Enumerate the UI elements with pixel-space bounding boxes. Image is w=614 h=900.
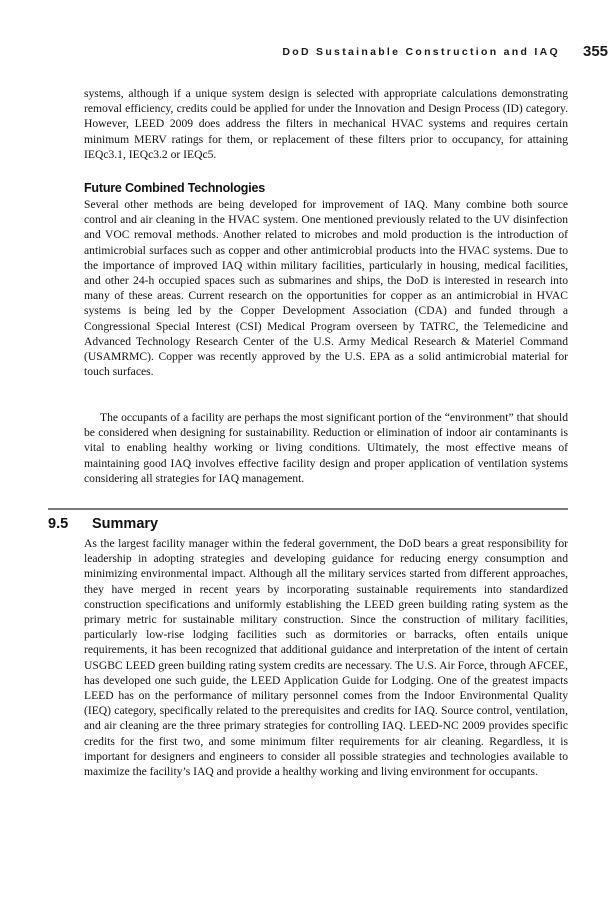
occupants-paragraph: The occupants of a facility are perhaps the most significant portion of the “environment” that should be considered when designing for sustainability. Reduction or elimination of indoor air contaminants is vital to enabling healthy working or living conditions. Ultimately, the most effective means of maintaining good IAQ involves effective facility design and proper application of ventilation systems considering all strategies for IAQ management. [84, 411, 568, 485]
section-number: 9.5 [48, 516, 69, 532]
future-technologies-paragraph: Several other methods are being developed for improvement of IAQ. Many combine both source control and air cleaning in the HVAC system. One mentioned previously related to the UV disinfection and VOC removal methods. Another related to microbes and mold production is the introduction of antimicrobial surfaces such as copper and other antimicrobial products into the HVAC systems. Due to the importance of improved IAQ within military facilities, particularly in housing, medical facilities, and other 24-h occupied spaces such as submarines and ships, the DoD is interested in research into many of these areas. Current research on the opportunities for copper as an antimicrobial in HVAC systems is being led by the Copper Development Association (CDA) and funded through a Congressional Special Interest (CSI) Medical Program overseen by TATRC, the Telemedicine and Advanced Technology Research Center of the U.S. Army Medical Research & Materiel Command (USAMRMC). Copper was recently approved by the U.S. EPA as a solid antimicrobial material for touch surfaces. [84, 198, 568, 379]
section-title: Summary [92, 516, 159, 532]
page-number: 355 [583, 43, 609, 60]
intro-paragraph: systems, although if a unique system design is selected with appropriate calculations demonstrating removal efficiency, credits could be applied for under the Innovation and Design Process (ID) category. However, LEED 2009 does address the filters in mechanical HVAC systems and requires certain minimum MERV ratings for them, or replacement of these filters prior to occupancy, for attaining IEQc3.1, IEQc3.2 or IEQc5. [84, 87, 568, 161]
subsection-heading: Future Combined Technologies [84, 181, 265, 195]
running-header-title: DoD Sustainable Construction and IAQ [282, 46, 560, 58]
summary-paragraph: As the largest facility manager within the federal government, the DoD bears a great responsibility for leadership in adopting strategies and developing guidance for reducing energy consumption and minimizing environmental impact. Although all the military services started from different approaches, they have merged in recent years by incorporating sustainable requirements into standardized construction specifications and uniformly establishing the LEED green building rating system as the primary metric for sustainable military construction. Since the construction of military facilities, particularly low-rise lodging facilities such as dormitories or barracks, often entails unique requirements, it has been recognized that additional guidance and interpretation of the intent of certain USGBC LEED green building rating system credits are necessary. The U.S. Air Force, through AFCEE, has developed one such guide, the LEED Application Guide for Lodging. One of the greatest impacts LEED has on the performance of military personnel comes from the Indoor Environmental Quality (IEQ) category, specifically related to the prerequisites and credits for IAQ. Source control, ventilation, and air cleaning are the three primary strategies for controlling IAQ. LEED-NC 2009 provides specific credits for the first two, and some minimum filter requirements for air cleaning. Regardless, it is important for designers and engineers to consider all possible strategies and technologies available to maximize the facility’s IAQ and provide a healthy working and living environment for occupants. [84, 537, 568, 779]
section-divider [48, 508, 568, 510]
